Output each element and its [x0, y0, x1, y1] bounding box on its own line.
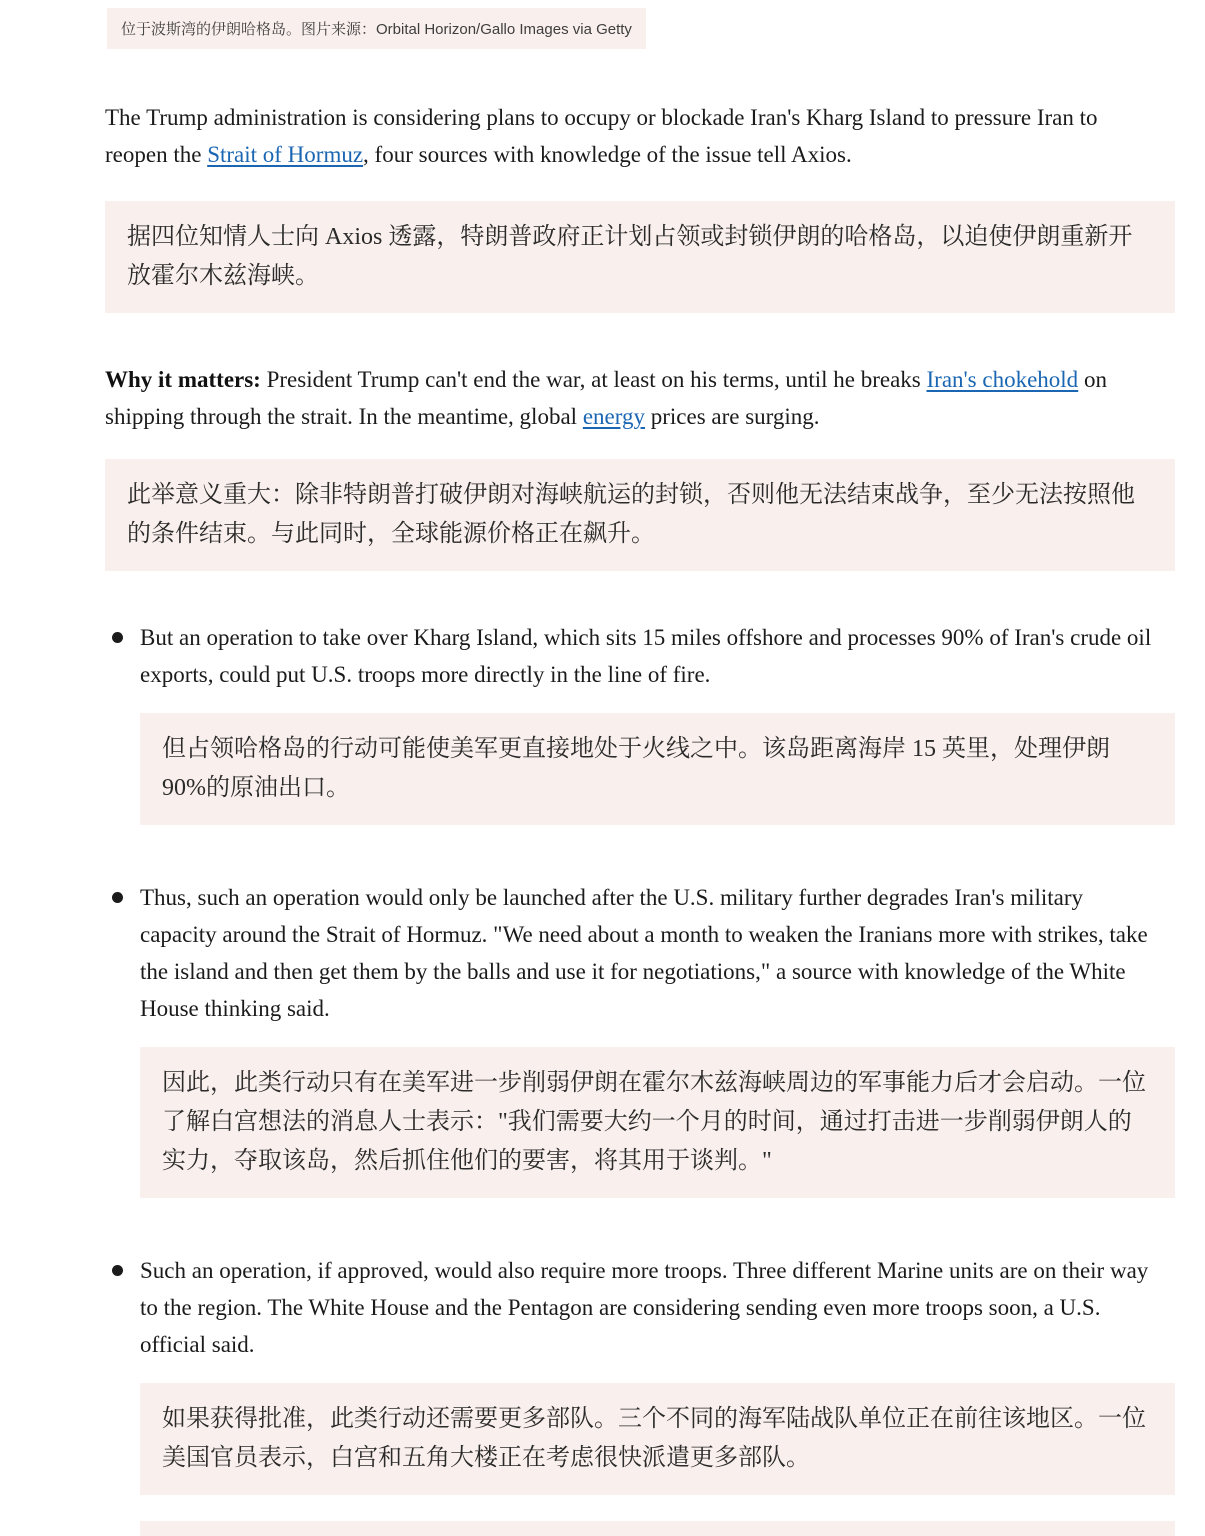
bullet-paragraph-zh: 但占领哈格岛的行动可能使美军更直接地处于火线之中。该岛距离海岸 15 英里，处理伊朗 90%的原油出口。	[162, 736, 1110, 801]
list-item	[105, 1252, 1175, 1495]
paragraph-intro-en	[105, 99, 1160, 173]
image-caption-text: 位于波斯湾的伊朗哈格岛。图片来源：Orbital Horizon/Gallo Images via Getty	[121, 21, 632, 38]
translation-box-intro	[105, 201, 1175, 313]
text-segment: prices are surging.	[644, 404, 820, 429]
link-energy[interactable]: energy	[582, 404, 645, 429]
translation-box-partial	[140, 1521, 1175, 1536]
translation-box	[140, 713, 1175, 825]
why-it-matters-label: Why it matters:	[105, 367, 261, 392]
text-segment: President Trump can't end the war, at least on his terms, until he breaks	[260, 367, 927, 392]
bullet-paragraph-zh: 如果获得批准，此类行动还需要更多部队。三个不同的海军陆战队单位正在前往该地区。一位美国官员表示，白宫和五角大楼正在考虑很快派遣更多部队。	[162, 1406, 1146, 1471]
bullet-paragraph-en: Such an operation, if approved, would also require more troops. Three different Marine units are on their way to the region. The White House and the Pentagon are considering sending even more troops soon, a U.S. official said.	[140, 1258, 1149, 1357]
list-item	[105, 619, 1175, 825]
paragraph-why-en	[105, 361, 1160, 435]
paragraph-why-zh: 此举意义重大：除非特朗普打破伊朗对海峡航运的封锁，否则他无法结束战争，至少无法按照他的条件结束。与此同时，全球能源价格正在飙升。	[127, 482, 1135, 547]
bullet-list	[105, 619, 1175, 1495]
text-segment: on shipping through the strait. In the meantime, global	[105, 367, 1107, 429]
image-caption-box	[107, 8, 646, 49]
translation-box	[140, 1047, 1175, 1198]
text-segment: The Trump administration is considering plans to occupy or blockade Iran's Kharg Island to pressure Iran to reopen the	[105, 105, 1098, 167]
translation-box-why	[105, 459, 1175, 571]
bullet-paragraph-en: But an operation to take over Kharg Island, which sits 15 miles offshore and processes 90% of Iran's crude oil exports, could put U.S. troops more directly in the line of fire.	[140, 625, 1152, 687]
link-strait-of-hormuz[interactable]: Strait of Hormuz	[207, 142, 364, 167]
list-item	[105, 879, 1175, 1198]
link-irans-chokehold[interactable]: Iran's chokehold	[926, 367, 1079, 392]
translation-box	[140, 1383, 1175, 1495]
text-segment: , four sources with knowledge of the issue tell Axios.	[363, 142, 852, 167]
bullet-paragraph-zh: 因此，此类行动只有在美军进一步削弱伊朗在霍尔木兹海峡周边的军事能力后才会启动。一位了解白宫想法的消息人士表示："我们需要大约一个月的时间，通过打击进一步削弱伊朗人的实力，夺取该岛，然后抓住他们的要害，将其用于谈判。"	[162, 1070, 1146, 1174]
article-content	[0, 99, 1205, 1536]
bullet-paragraph-en: Thus, such an operation would only be launched after the U.S. military further degrades Iran's military capacity around the Strait of Hormuz. "We need about a month to weaken the Iranians more with strikes, take the island and then get them by the balls and use it for negotiations," a source with knowledge of the White House thinking said.	[140, 885, 1148, 1021]
paragraph-intro-zh: 据四位知情人士向 Axios 透露，特朗普政府正计划占领或封锁伊朗的哈格岛，以迫使伊朗重新开放霍尔木兹海峡。	[127, 224, 1133, 289]
